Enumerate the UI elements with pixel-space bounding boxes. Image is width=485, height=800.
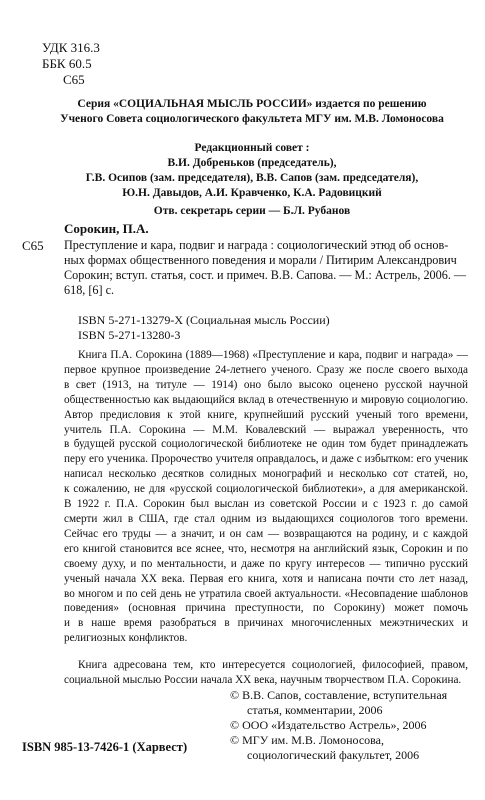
annotation-line: В 1922 г. П.А. Сорокин был выслан из советской России и с 1923 г. до самой [64,498,468,511]
annotation-line: поведения» (основная причина преступности, по Сорокину) может помочь [64,602,468,615]
annotation-line: общественностью как выдающийся вклад в отечественную и мировую социологию. [64,393,468,406]
audience-line: социальной мыслью России начала XX века, научным творчеством П.А. Сорокина. [64,674,462,687]
council-member-line: Ю.Н. Давыдов, А.И. Кравченко, К.А. Радовицкий [122,187,382,199]
audience-line: Книга адресована тем, кто интересуется социологией, философией, правом, [78,659,468,672]
series-notice [22,97,482,127]
copyright-notices [230,688,447,763]
council-heading: Редакционный совет : [194,142,310,154]
isbn-series: ISBN 5-271-13279-X (Социальная мысль России) [78,313,330,327]
annotation [64,348,468,688]
annotation-line: его книгой становится все яснее, что, несмотря на английский язык, Сорокин и по [64,542,468,555]
isbn-harvest: ISBN 985-13-7426-1 (Харвест) [22,740,188,754]
bib-line [64,238,468,253]
series-line: Ученого Совета социологического факультета МГУ им. М.В. Ломоносова [60,113,444,125]
annotation-line: и в наше время разобраться в причинах многочисленных межэтнических и [64,617,468,630]
annotation-line: смерти жил в США, где стал одним из выдающихся социологов того времени. [64,512,468,525]
annotation-line: учитель П.А. Сорокина — М.М. Ковалевский — выражал уверенность, что [64,423,468,436]
audience-note [64,658,468,688]
bbk-code: ББК 60.5 [42,56,92,71]
council-member-line: Г.В. Осипов (зам. председателя), В.В. Сапов (зам. председателя), [85,172,419,184]
copyright-line: © ООО «Издательство Астрель», 2006 [230,718,427,732]
copyright-line: © МГУ им. М.В. Ломоносова, [230,733,384,747]
bib-line: ных формах общественного поведения и морали / Питирим Александрович [64,253,457,267]
annotation-line: религиозных конфликтов. [64,632,188,645]
bib-line: 618, [6] с. [64,283,115,297]
annotation-line: к сожалению, не для «русской социологической библиотеки», а для американской. [64,483,468,496]
copyright-line: социологический факультет, 2006 [247,748,420,762]
annotation-line: своему духу, и по ментальности, и даже по кругу интересов — типично русский [64,557,468,570]
annotation-line: Автор предисловия к этой книге, крупнейший русский ученый того времени, [64,408,468,421]
annotation-line: Сейчас его труды — а значит, и он сам — возвращаются на родину, и с каждой [64,527,468,540]
catalog-author: Сорокин, П.А. [64,221,149,236]
annotation-line: в свет (1913, на титуле — 1914) оно было высоко оценено русской научной [64,378,468,391]
series-secretary: Отв. секретарь серии — Б.Л. Рубанов [153,205,351,217]
author-mark: С65 [63,72,85,87]
bib-line-text: Преступление и кара, подвиг и награда : социологический этюд об основ- [64,238,449,252]
catalog-index: С65 [22,238,44,253]
council-member-line: В.И. Добреньков (председатель), [167,157,337,169]
annotation-line: в будущей русской социологической библиотеке не один том будет принадлежать [64,438,468,451]
copyright-line: статья, комментарии, 2006 [247,703,383,717]
udk-code: УДК 316.3 [42,40,100,55]
copyright-line: © В.В. Сапов, составление, вступительная [230,688,448,702]
annotation-line: перу его ученика. Пророчество учителя оправдалось, и даже с избытком: его ученик [64,453,468,466]
series-line: Серия «СОЦИАЛЬНАЯ МЫСЛЬ РОССИИ» издается по решению [77,98,427,110]
classification-codes [42,40,100,88]
annotation-line: первое крупное произведение 24-летнего ученого. Сразу же после своего выхода [64,363,468,376]
annotation-line: во многом и по сей день не утратила своей актуальности. «Несовпадение шаблонов [64,587,468,600]
bibliographic-description [64,238,468,298]
isbn-list [64,313,330,343]
editorial-council [22,141,482,219]
isbn-book: ISBN 5-271-13280-3 [78,328,181,342]
annotation-line: ученый начала XX века. Первая его книга, хотя и написана почти сто лет назад, [64,572,468,585]
annotation-line: написал несколько десятков солидных монографий и несколько сот статей, но, [64,468,468,481]
bib-line: Сорокин; вступ. статья, сост. и примеч. В.В. Сапова. — М.: Астрель, 2006. — [64,268,467,282]
annotation-line: Книга П.А. Сорокина (1889—1968) «Преступление и кара, подвиг и награда» — [78,349,468,361]
